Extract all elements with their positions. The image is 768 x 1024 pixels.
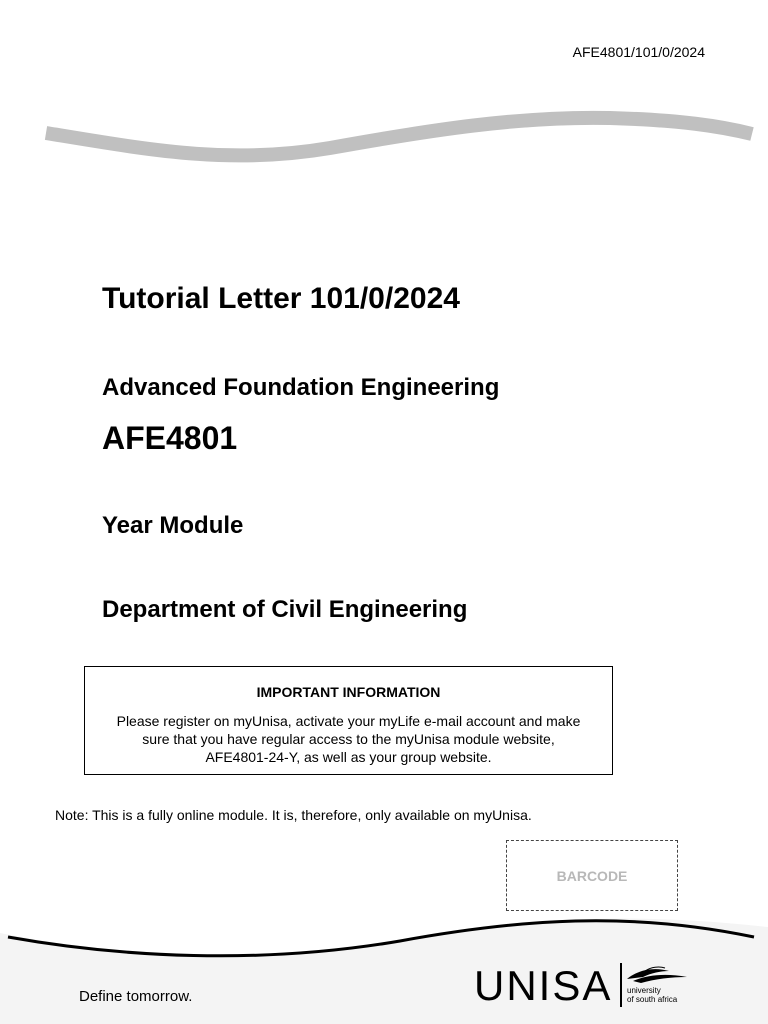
department-name: Department of Civil Engineering <box>102 596 468 623</box>
important-information-heading: IMPORTANT INFORMATION <box>256 684 441 700</box>
barcode-placeholder: BARCODE <box>506 840 678 911</box>
module-type: Year Module <box>102 512 244 539</box>
online-module-note: Note: This is a fully online module. It is, therefore, only available on myUnisa. <box>55 807 532 823</box>
logo-divider <box>620 963 622 1007</box>
important-information-text: Please register on myUnisa, activate your myLife e-mail account and make sure that you have regular access to the myUnisa module website, AFE4801-24-Y, as well as your group website. <box>116 713 581 765</box>
logo-subtitle <box>627 986 677 1004</box>
logo-subtitle-line1: university <box>627 986 661 995</box>
important-information-box <box>84 666 613 775</box>
tutorial-letter-title: Tutorial Letter 101/0/2024 <box>102 282 460 315</box>
footer-tagline: Define tomorrow. <box>79 988 193 1005</box>
unisa-bird-logo-icon <box>625 965 689 987</box>
document-reference-code: AFE4801/101/0/2024 <box>572 44 705 60</box>
module-code: AFE4801 <box>102 420 238 456</box>
logo-subtitle-line2: of south africa <box>627 995 678 1004</box>
unisa-logo-wordmark: UNISA <box>474 962 613 1009</box>
decorative-swoosh <box>0 110 768 180</box>
module-name: Advanced Foundation Engineering <box>102 374 500 401</box>
